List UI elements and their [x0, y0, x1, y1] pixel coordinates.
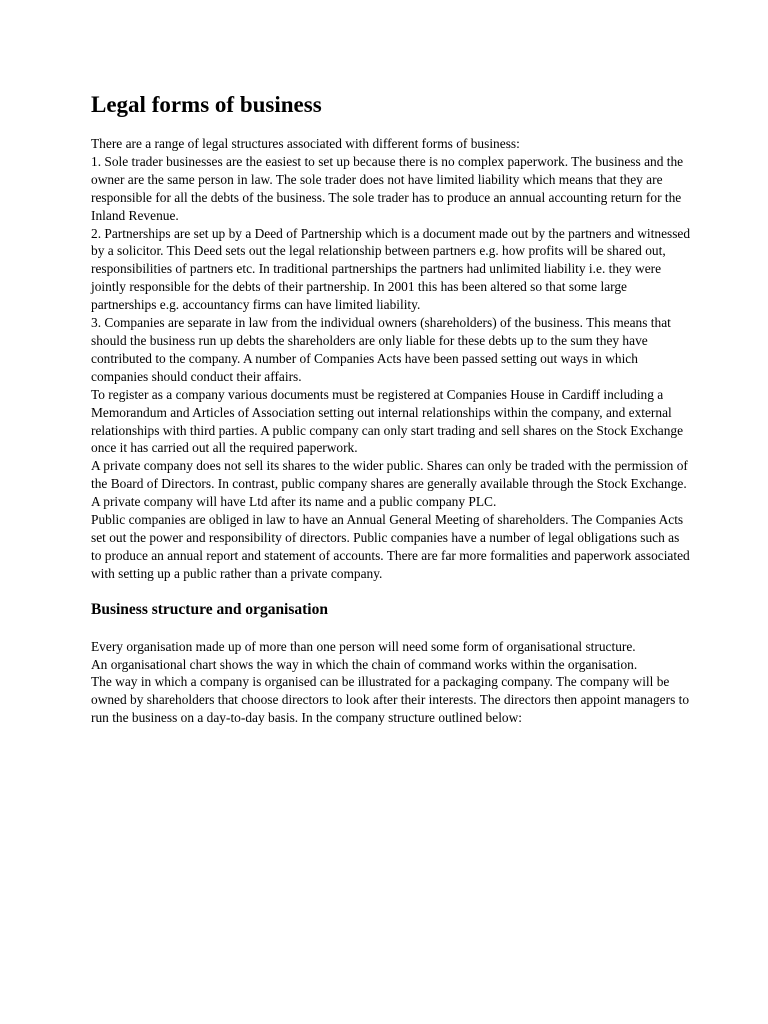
partnerships-paragraph: 2. Partnerships are set up by a Deed of Partnership which is a document made out by the partners and witnessed by a solicitor. This Deed sets out the legal relationship between partners e.g. how profits will be shared out, responsibilities of partners etc. In traditional partnerships the partners had unlimited liability i.e. they were jointly responsible for the debts of their partnership. In 2001 this has been altered so that some large partnerships e.g. accountancy firms can have limited liability.	[91, 225, 691, 313]
public-company-paragraph: Public companies are obliged in law to have an Annual General Meeting of shareholders. The Companies Acts set out the power and responsibility of directors. Public companies have a number of legal obligations such as to produce an annual report and statement of accounts. There are far more formalities and paperwork associated with setting up a public rather than a private company.	[91, 512, 690, 581]
page-title: Legal forms of business	[91, 92, 322, 117]
sole-trader-paragraph: 1. Sole trader businesses are the easiest to set up because there is no complex paperwork. The business and the owner are the same person in law. The sole trader does not have limited liability which means that they are responsible for all the debts of the business. The sole trader has to produce an annual accounting return for the Inland Revenue.	[91, 153, 684, 223]
organisational-chart-paragraph: An organisational chart shows the way in which the chain of command works within the organisation.	[91, 656, 638, 672]
intro-paragraph: There are a range of legal structures associated with different forms of business:	[91, 136, 520, 151]
document-content	[91, 90, 691, 727]
business-structure-section	[91, 638, 691, 728]
section-heading-business-structure: Business structure and organisation	[91, 600, 328, 618]
company-registration-paragraph: To register as a company various documents must be registered at Companies House in Cardiff including a Memorandum and Articles of Association setting out internal relationships within the company, and external relationships with third parties. A public company can only start trading and sell shares on the Stock Exchange once it has carried out all the required paperwork.	[91, 386, 684, 456]
organisation-structure-paragraph: Every organisation made up of more than one person will need some form of organisational structure.	[91, 638, 636, 654]
private-company-paragraph: A private company does not sell its shares to the wider public. Shares can only be traded with the permission of the Board of Directors. In contrast, public company shares are generally available through the Stock Exchange. A private company will have Ltd after its name and a public company PLC.	[91, 458, 688, 510]
companies-paragraph: 3. Companies are separate in law from the individual owners (shareholders) of the business. This means that should the business run up debts the shareholders are only liable for these debts up to the sum they have contributed to the company. A number of Companies Acts have been passed setting out ways in which companies should conduct their affairs.	[91, 315, 671, 384]
packaging-company-paragraph: The way in which a company is organised can be illustrated for a packaging company. The company will be owned by shareholders that choose directors to look after their interests. The directors then appoint managers to run the business on a day-to-day basis. In the company structure outlined below:	[91, 674, 690, 726]
legal-forms-section	[91, 135, 691, 583]
